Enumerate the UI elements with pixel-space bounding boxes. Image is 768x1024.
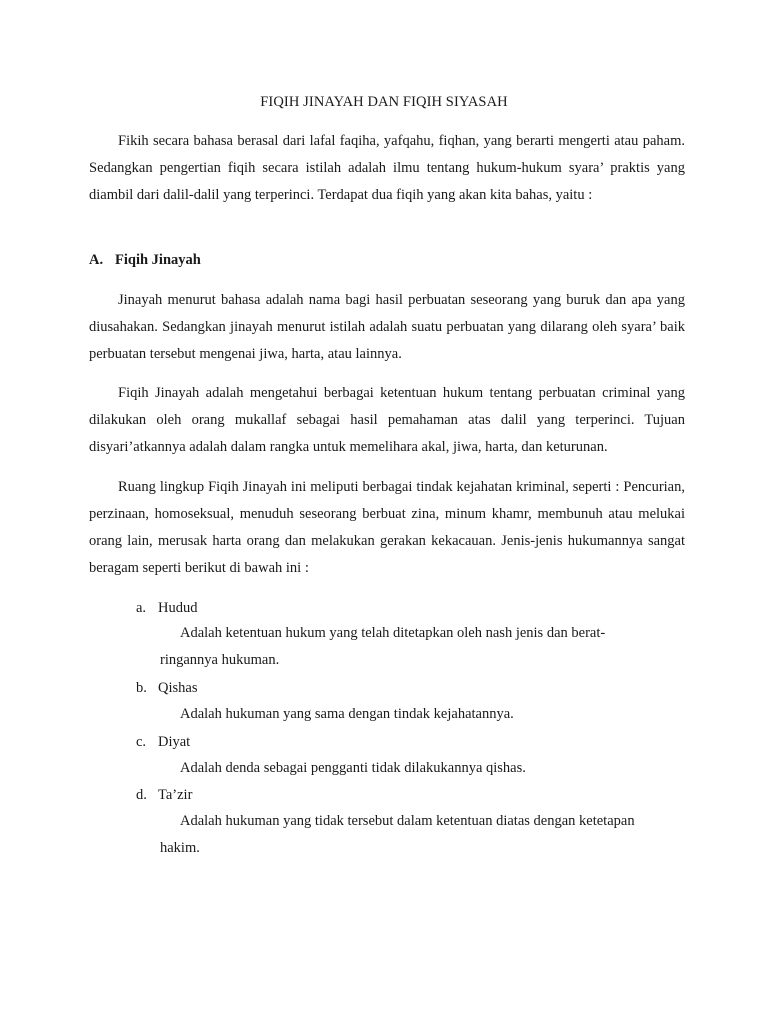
intro-text: Fikih secara bahasa berasal dari lafal faqiha, yafqahu, fiqhan, yang berarti mengerti atau paham. Sedangkan pengertian fiqih secara istilah adalah ilmu tentang hukum-hukum syara’ praktis yang diambil dari dalil-dalil yang terperinci. Terdapat dua fiqih yang akan kita bahas, yaitu :: [89, 133, 685, 203]
list-item-letter: b.: [136, 680, 147, 696]
list-item-description: [160, 755, 658, 782]
list-item-letter: a.: [136, 600, 147, 616]
section-a-heading: [89, 252, 201, 269]
list-item-name: Ta’zir: [158, 787, 193, 803]
intro-paragraph: [89, 128, 685, 209]
list-item-description: [160, 620, 658, 674]
paragraph-text: Ruang lingkup Fiqih Jinayah ini meliputi berbagai tindak kejahatan kriminal, seperti : Pencurian, perzinaan, homoseksual, menuduh seseorang berbuat zina, minum khamr, membunuh atau melukai orang lain, merusak harta orang dan melakukan gerakan kekacauan. Jenis-jenis hukumannya sangat beragam seperti berikut di bawah ini :: [89, 479, 685, 576]
section-a-letter: A.: [89, 252, 104, 268]
paragraph-text: Fiqih Jinayah adalah mengetahui berbagai ketentuan hukum tentang perbuatan criminal yang dilakukan oleh orang mukallaf sebagai hasil pemahaman atas dalil yang terperinci. Tujuan disyari’atkannya adalah dalam rangka untuk memelihara akal, jiwa, harta, dan keturunan.: [89, 385, 685, 455]
list-item-description-text: Adalah hukuman yang tidak tersebut dalam ketentuan diatas dengan ketetapan hakim.: [160, 813, 635, 856]
list-item-name: Diyat: [158, 734, 191, 750]
list-item-description: [160, 701, 658, 728]
list-item-description-text: Adalah denda sebagai pengganti tidak dilakukannya qishas.: [180, 760, 526, 776]
list-item-description: [160, 808, 658, 862]
list-item-letter: d.: [136, 787, 147, 803]
paragraph-jinayah-definition: [89, 287, 685, 368]
paragraph-ruang-lingkup: [89, 474, 685, 582]
list-item-letter: c.: [136, 734, 147, 750]
paragraph-text: Jinayah menurut bahasa adalah nama bagi hasil perbuatan seseorang yang buruk dan apa yang diusahakan. Sedangkan jinayah menurut istilah adalah suatu perbuatan yang dilarang oleh syara’ baik perbuatan tersebut mengenai jiwa, harta, atau lainnya.: [89, 292, 685, 362]
document-title: FIQIH JINAYAH DAN FIQIH SIYASAH: [260, 94, 508, 110]
section-a-title: Fiqih Jinayah: [115, 252, 201, 268]
list-item-diyat: [136, 734, 190, 751]
list-item-name: Qishas: [158, 680, 198, 696]
list-item-hudud: [136, 600, 197, 617]
paragraph-fiqih-jinayah: [89, 380, 685, 461]
list-item-name: Hudud: [158, 600, 198, 616]
list-item-tazir: [136, 787, 192, 804]
list-item-description-text: Adalah hukuman yang sama dengan tindak kejahatannya.: [180, 706, 514, 722]
list-item-description-text: Adalah ketentuan hukum yang telah ditetapkan oleh nash jenis dan berat-ringannya hukuman.: [160, 625, 606, 668]
list-item-qishas: [136, 680, 197, 697]
